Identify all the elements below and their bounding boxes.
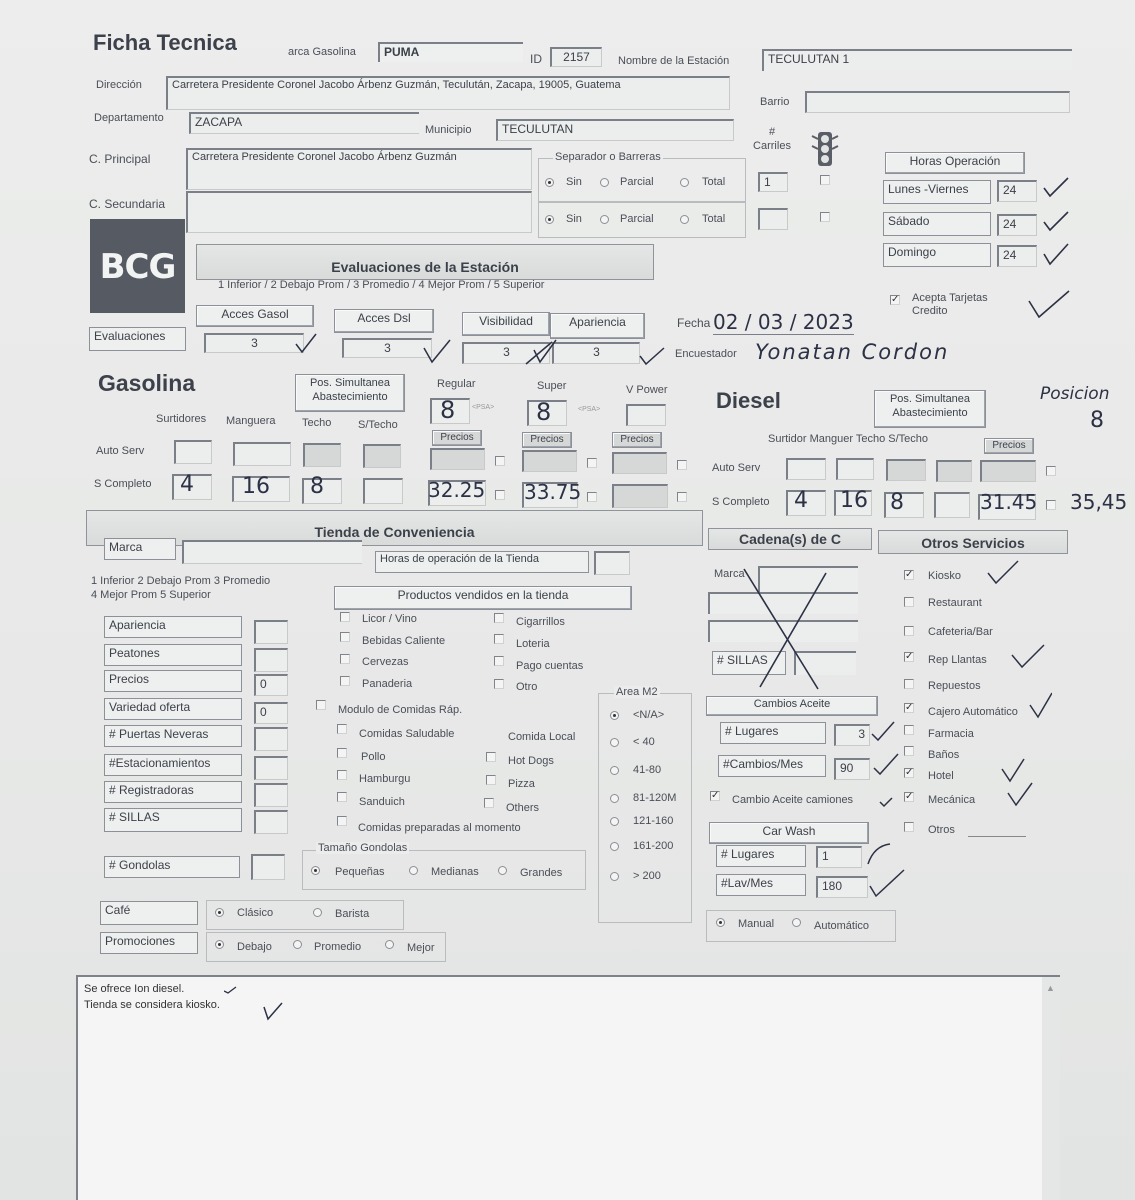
precios-vpower-header: Precios: [612, 432, 662, 448]
repuestos-label: Repuestos: [928, 680, 981, 692]
area-41-80-radio[interactable]: [610, 766, 619, 775]
gas-completo-check-regular[interactable]: [495, 490, 505, 500]
banos-checkbox[interactable]: [904, 746, 914, 756]
bebidas-checkbox[interactable]: [340, 632, 350, 642]
rating-sillas-label: # SILLAS: [104, 808, 242, 832]
gondolas-medianas-radio[interactable]: [409, 866, 418, 875]
gondolas-grandes-label: Grandes: [520, 867, 563, 879]
mecanica-checkbox[interactable]: ✓: [905, 791, 914, 802]
cafe-clasico-radio[interactable]: [215, 908, 224, 917]
sep2-parcial-label: Parcial: [620, 213, 654, 225]
nombre-label: Nombre de la Estación: [618, 55, 730, 67]
rating-gondolas-field[interactable]: [251, 854, 285, 880]
diesel-auto-price[interactable]: [980, 460, 1036, 482]
kiosko-checkbox[interactable]: ✓: [905, 569, 914, 580]
rating-variedad-field[interactable]: 0: [254, 702, 288, 724]
hours-sunday-field[interactable]: 24: [997, 245, 1037, 267]
gondolas-pequenas-label: Pequeñas: [335, 866, 385, 878]
sep2-sin-label: Sin: [566, 213, 582, 225]
hours-day-weekday: Lunes -Viernes: [883, 180, 991, 204]
marca-field[interactable]: PUMA: [378, 42, 523, 62]
sep2-total-label: Total: [702, 213, 726, 225]
pago-cuentas-checkbox[interactable]: [494, 656, 504, 666]
tienda-horas-label: Horas de operación de la Tienda: [375, 551, 589, 573]
diesel-auto-surtidor[interactable]: [786, 458, 826, 480]
page-title: Ficha Tecnica: [93, 30, 237, 55]
bcg-logo-text: BCG: [99, 247, 176, 287]
pos-super-value: 8: [536, 398, 552, 426]
cw-lugares-field[interactable]: 1: [816, 846, 862, 868]
area-200-radio[interactable]: [610, 872, 619, 881]
gas-completo-manguera-value: 16: [242, 474, 270, 499]
otros-label: Otros: [928, 824, 955, 836]
promo-debajo-label: Debajo: [237, 941, 272, 953]
notes-line-1: Se ofrece Ion diesel.: [84, 983, 185, 995]
modulo-label: Modulo de Comidas Ráp.: [338, 704, 463, 716]
cafeteria-label: Cafeteria/Bar: [928, 626, 993, 638]
visibilidad-field[interactable]: 3: [462, 342, 550, 364]
lugares-field[interactable]: 3: [834, 724, 870, 746]
hotel-checkbox[interactable]: ✓: [905, 767, 914, 778]
camiones-label: Cambio Aceite camiones: [732, 794, 854, 806]
direccion-field[interactable]: Carretera Presidente Coronel Jacobo Árbenz Guzmán, Teculután, Zacapa, 19005, Guatema: [166, 76, 730, 110]
modulo-checkbox[interactable]: [316, 700, 326, 710]
pizza-checkbox[interactable]: [486, 775, 496, 785]
rating-precios-field[interactable]: 0: [254, 674, 288, 696]
kiosko-label: Kiosko: [928, 570, 962, 582]
restaurant-checkbox[interactable]: [904, 597, 914, 607]
comida-local-label: Comida Local: [508, 731, 576, 743]
hours-day-saturday: Sábado: [883, 212, 991, 236]
promo-promedio-label: Promedio: [314, 941, 362, 953]
vpower-label: V Power: [626, 384, 668, 396]
restaurant-label: Restaurant: [928, 597, 982, 609]
diesel-completo-stecho[interactable]: [934, 492, 970, 518]
acces-gasol-header: Acces Gasol: [196, 305, 314, 327]
farmacia-checkbox[interactable]: [904, 725, 914, 735]
sep2-sin-radio[interactable]: [545, 215, 554, 224]
evaluaciones-header: Evaluaciones de la Estación: [196, 244, 654, 280]
otros-servicios-header: Otros Servicios: [878, 530, 1068, 554]
hamburgu-checkbox[interactable]: [337, 770, 347, 780]
fecha-value[interactable]: 02 / 03 / 2023: [713, 310, 854, 334]
gondolas-pequenas-radio[interactable]: [311, 866, 320, 875]
sep2-parcial-radio[interactable]: [600, 215, 609, 224]
diesel-auto-techo[interactable]: [886, 459, 926, 481]
area-group: [598, 693, 692, 923]
cadena-marca-label: Marca: [714, 568, 745, 580]
traffic-light-icon: [810, 130, 842, 168]
gondolas-title: Tamaño Gondolas: [318, 842, 408, 854]
loteria-checkbox[interactable]: [494, 634, 504, 644]
gas-auto-techo[interactable]: [303, 443, 341, 467]
cambios-mes-field[interactable]: 90: [834, 758, 870, 780]
cajero-checkbox[interactable]: ✓: [905, 702, 914, 713]
farmacia-label: Farmacia: [928, 728, 974, 740]
gas-completo-check-super[interactable]: [587, 492, 597, 502]
otros-checkbox[interactable]: [904, 822, 914, 832]
pollo-label: Pollo: [361, 751, 386, 763]
regular-label: Regular: [437, 378, 476, 390]
pos-vpower-field[interactable]: [626, 404, 666, 426]
rating-sillas-field[interactable]: [254, 810, 288, 834]
loteria-label: Loteria: [516, 638, 550, 650]
gas-completo-stecho[interactable]: [363, 478, 403, 504]
diesel-pos-sim: Pos. Simultanea Abastecimiento: [874, 390, 986, 428]
cafe-label: Café: [100, 901, 198, 925]
otros-line: [968, 836, 1026, 837]
acces-dsl-header: Acces Dsl: [334, 309, 434, 333]
precios-regular-header: Precios: [432, 430, 482, 446]
area-161-200-label: 161-200: [633, 840, 674, 852]
barrio-label: Barrio: [760, 96, 790, 108]
cafe-clasico-label: Clásico: [237, 907, 274, 919]
others-checkbox[interactable]: [484, 798, 494, 808]
cafeteria-checkbox[interactable]: [904, 626, 914, 636]
diesel-posicion-note: Posicion: [1040, 384, 1110, 404]
area-81-120-label: 81-120M: [633, 792, 677, 804]
bcg-logo: [90, 219, 185, 313]
wash-manual-radio[interactable]: [716, 918, 725, 927]
tienda-horas-field[interactable]: [594, 551, 630, 575]
horas-operacion-button[interactable]: Horas Operación: [885, 152, 1025, 174]
hot-dogs-checkbox[interactable]: [486, 752, 496, 762]
psa-hint-2: <PSA>: [578, 406, 601, 413]
sep1-total-radio[interactable]: [680, 178, 689, 187]
cajero-label: Cajero Automático: [928, 706, 1018, 718]
lav-mes-field[interactable]: 180: [816, 876, 868, 898]
gasolina-title: Gasolina: [98, 370, 196, 396]
rating-registradoras-field[interactable]: [254, 783, 288, 807]
gas-auto-check-super[interactable]: [587, 458, 597, 468]
rep-llantas-label: Rep Llantas: [928, 654, 987, 666]
otro-checkbox[interactable]: [494, 679, 504, 689]
price-super-value: 33.75: [524, 480, 582, 504]
diesel-title: Diesel: [716, 388, 781, 413]
sep1-parcial-label: Parcial: [620, 176, 654, 188]
lugares-label: # Lugares: [720, 722, 826, 744]
marca-label: arca Gasolina: [288, 46, 356, 58]
licor-checkbox[interactable]: [340, 612, 350, 622]
bebidas-label: Bebidas Caliente: [362, 635, 446, 647]
municipio-field[interactable]: TECULUTAN: [496, 119, 734, 141]
nombre-field[interactable]: TECULUTAN 1: [762, 49, 1072, 71]
area-na-radio[interactable]: [610, 711, 619, 720]
area-81-120-radio[interactable]: [610, 794, 619, 803]
others-label: Others: [506, 802, 540, 814]
carriles-field-2[interactable]: [758, 208, 788, 230]
id-field[interactable]: 2157: [550, 47, 602, 67]
gas-completo-price-vpower[interactable]: [612, 484, 668, 508]
col-surtidores: Surtidores: [156, 413, 207, 425]
sanduich-label: Sanduich: [359, 796, 405, 808]
evaluaciones-scale: 1 Inferior / 2 Debajo Prom / 3 Promedio / 4 Mejor Prom / 5 Superior: [218, 279, 545, 291]
camiones-checkbox[interactable]: ✓: [711, 790, 720, 801]
diesel-cols: Surtidor Manguer Techo S/Techo: [768, 433, 928, 445]
promo-debajo-radio[interactable]: [215, 940, 224, 949]
gas-auto-price-super[interactable]: [522, 450, 577, 472]
scroll-up-icon[interactable]: ▲: [1046, 983, 1055, 993]
rating-neveras-label: # Puertas Neveras: [104, 725, 242, 747]
rep-llantas-checkbox[interactable]: ✓: [905, 651, 914, 662]
col-techo: Techo: [302, 417, 332, 429]
cervezas-checkbox[interactable]: [340, 654, 350, 664]
direccion-label: Dirección: [96, 79, 142, 91]
cadena-crossed-out: [738, 565, 828, 695]
area-na-label: <N/A>: [633, 709, 665, 721]
sep2-total-radio[interactable]: [680, 215, 689, 224]
cafe-barista-label: Barista: [335, 908, 370, 920]
wash-automatico-radio[interactable]: [792, 918, 801, 927]
comidas-saludable-label: Comidas Saludable: [359, 728, 455, 740]
carriles-field-1[interactable]: 1: [758, 172, 788, 192]
sep1-sin-radio[interactable]: [545, 178, 554, 187]
psa-hint-1: <PSA>: [472, 404, 495, 411]
separador-title: Separador o Barreras: [555, 151, 661, 163]
area-161-200-radio[interactable]: [610, 842, 619, 851]
area-41-80-label: 41-80: [633, 764, 662, 776]
promo-promedio-radio[interactable]: [293, 940, 302, 949]
gas-completo-check-vpower[interactable]: [677, 492, 687, 502]
id-label: ID: [530, 52, 542, 66]
visibilidad-header: Visibilidad: [462, 312, 550, 336]
rating-apariencia-field[interactable]: [254, 620, 288, 644]
hours-weekday-field[interactable]: 24: [997, 180, 1037, 202]
rating-variedad-label: Variedad oferta: [104, 698, 242, 720]
secundaria-label: C. Secundaria: [89, 197, 166, 211]
panaderia-label: Panaderia: [362, 678, 413, 690]
encuestador-value[interactable]: Yonatan Cordon: [755, 340, 950, 364]
municipio-label: Municipio: [425, 124, 472, 136]
hours-check-marks: [1040, 172, 1072, 272]
comidas-saludable-checkbox[interactable]: [337, 724, 347, 734]
productos-header: Productos vendidos en la tienda: [334, 586, 632, 610]
cadena-sillas-label: # SILLAS: [712, 651, 786, 675]
promo-mejor-radio[interactable]: [385, 940, 394, 949]
gas-auto-serv-label: Auto Serv: [96, 445, 145, 457]
hotel-label: Hotel: [928, 770, 954, 782]
otro-label: Otro: [516, 681, 538, 693]
cervezas-label: Cervezas: [362, 656, 409, 668]
pizza-label: Pizza: [508, 778, 535, 790]
diesel-precios-header: Precios: [984, 438, 1034, 454]
pollo-checkbox[interactable]: [337, 748, 347, 758]
diesel-completo-manguera-value: 16: [840, 488, 868, 513]
carwash-check-marks: [864, 842, 914, 902]
carriles-check-1[interactable]: [820, 175, 830, 185]
cafe-barista-radio[interactable]: [313, 908, 322, 917]
cw-lugares-label: # Lugares: [716, 845, 806, 867]
gas-auto-price-vpower[interactable]: [612, 452, 667, 474]
notes-check-marks: [224, 981, 284, 1021]
pos-regular-value: 8: [440, 396, 456, 424]
gas-auto-check-vpower[interactable]: [677, 460, 687, 470]
banos-label: Baños: [928, 749, 960, 761]
diesel-completo-surtidor-value: 4: [794, 488, 808, 513]
diesel-auto-stecho[interactable]: [936, 460, 972, 482]
diesel-posicion-value: 8: [1090, 408, 1104, 433]
notes-scrollbar[interactable]: [1042, 977, 1060, 1200]
diesel-auto-check[interactable]: [1046, 466, 1056, 476]
acces-dsl-field[interactable]: 3: [342, 338, 432, 358]
promo-mejor-label: Mejor: [407, 942, 435, 954]
acces-gasol-field[interactable]: 3: [204, 333, 304, 353]
gondolas-grandes-radio[interactable]: [498, 866, 507, 875]
licor-label: Licor / Vino: [362, 613, 417, 625]
gasolina-pos-sim: Pos. Simultanea Abastecimiento: [295, 374, 405, 412]
rating-apariencia-label: Apariencia: [104, 616, 242, 638]
wash-manual-label: Manual: [738, 918, 775, 930]
tienda-marca-field[interactable]: [182, 540, 362, 564]
area-title: Area M2: [616, 686, 658, 698]
gas-auto-stecho[interactable]: [363, 444, 401, 468]
apariencia-field[interactable]: 3: [552, 342, 640, 364]
gondolas-medianas-label: Medianas: [431, 866, 479, 878]
apariencia-header: Apariencia: [550, 313, 645, 339]
gas-completo-surtidores-value: 4: [180, 472, 194, 497]
panaderia-checkbox[interactable]: [340, 676, 350, 686]
col-manguera: Manguera: [226, 415, 276, 427]
carriles-label: # Carriles: [753, 126, 791, 152]
departamento-label: Departamento: [94, 112, 164, 124]
gas-completo-label: S Completo: [94, 478, 152, 490]
sanduich-checkbox[interactable]: [337, 792, 347, 802]
area-40-radio[interactable]: [610, 738, 619, 747]
tienda-header: Tienda de Conveniencia: [86, 510, 703, 546]
tienda-scale-1: 1 Inferior 2 Debajo Prom 3 Promedio: [91, 575, 271, 587]
comidas-preparadas-label: Comidas preparadas al momento: [358, 822, 521, 834]
cambios-aceite-button[interactable]: Cambios Aceite: [706, 696, 878, 716]
gas-completo-techo-value: 8: [310, 474, 324, 499]
cigarrillos-label: Cigarrillos: [516, 616, 565, 628]
sep1-sin-label: Sin: [566, 176, 582, 188]
diesel-completo-techo-value: 8: [890, 490, 904, 515]
col-stecho: S/Techo: [358, 419, 398, 431]
notes-textarea[interactable]: [76, 975, 1060, 1200]
gas-auto-check-regular[interactable]: [495, 456, 505, 466]
departamento-field[interactable]: ZACAPA: [189, 112, 419, 134]
evaluaciones-check-marks: [290, 326, 670, 366]
diesel-auto-manguera[interactable]: [836, 458, 874, 480]
area-121-160-label: 121-160: [633, 815, 674, 827]
pago-cuentas-label: Pago cuentas: [516, 660, 584, 672]
tarjetas-checkbox[interactable]: ✓: [891, 294, 900, 305]
principal-field[interactable]: Carretera Presidente Coronel Jacobo Árbenz Guzmán: [186, 148, 532, 190]
cigarrillos-checkbox[interactable]: [494, 613, 504, 623]
hours-saturday-field[interactable]: 24: [997, 214, 1037, 236]
tarjetas-label: Acepta Tarjetas Credito: [912, 292, 988, 317]
tienda-scale-2: 4 Mejor Prom 5 Superior: [91, 589, 211, 601]
otros-check-marks: [982, 555, 1052, 815]
rating-neveras-field[interactable]: [254, 727, 288, 751]
rating-precios-label: Precios: [104, 670, 242, 692]
area-200-label: > 200: [633, 870, 661, 882]
gas-auto-manguera[interactable]: [233, 442, 291, 466]
lav-mes-label: #Lav/Mes: [716, 874, 806, 896]
promociones-label: Promociones: [100, 932, 198, 954]
cadena-header: Cadena(s) de C: [708, 528, 872, 550]
hamburgu-label: Hamburgu: [359, 773, 411, 785]
rating-peatones-label: Peatones: [104, 644, 242, 666]
rating-estacionamientos-field[interactable]: [254, 756, 288, 780]
diesel-completo-label: S Completo: [712, 496, 770, 508]
precios-super-header: Precios: [522, 432, 572, 448]
principal-label: C. Principal: [89, 152, 151, 166]
tarjetas-check-mark: [1025, 285, 1075, 325]
gas-auto-surtidores[interactable]: [174, 440, 212, 464]
tienda-marca-label: Marca: [104, 538, 176, 560]
cafe-group: [206, 900, 404, 930]
secundaria-field[interactable]: [186, 191, 532, 233]
price-regular-value: 32.25: [428, 478, 486, 502]
carriles-check-2[interactable]: [820, 212, 830, 222]
rating-gondolas-label: # Gondolas: [104, 856, 240, 878]
cambios-mes-label: #Cambios/Mes: [718, 755, 826, 777]
evaluaciones-row-label: Evaluaciones: [89, 327, 186, 351]
car-wash-button[interactable]: Car Wash: [709, 822, 869, 844]
area-40-label: < 40: [633, 736, 655, 748]
notes-line-2: Tienda se considera kiosko.: [84, 999, 220, 1011]
diesel-auto-label: Auto Serv: [712, 462, 761, 474]
diesel-price-value: 31.45: [980, 490, 1038, 514]
cambios-check-marks: [868, 718, 908, 810]
diesel-price-extra: 35,45: [1070, 490, 1128, 514]
rating-registradoras-label: # Registradoras: [104, 781, 242, 803]
mecanica-label: Mecánica: [928, 794, 976, 806]
super-label: Super: [537, 380, 567, 392]
diesel-completo-check[interactable]: [1046, 500, 1056, 510]
encuestador-label: Encuestador: [675, 348, 737, 360]
hot-dogs-label: Hot Dogs: [508, 755, 554, 767]
barrio-field[interactable]: [805, 91, 1070, 113]
wash-automatico-label: Automático: [814, 920, 870, 932]
fecha-label: Fecha: [677, 316, 711, 330]
repuestos-checkbox[interactable]: [904, 679, 914, 689]
area-121-160-radio[interactable]: [610, 817, 619, 826]
gas-auto-price-regular[interactable]: [430, 448, 485, 470]
sep1-total-label: Total: [702, 176, 726, 188]
rating-peatones-field[interactable]: [254, 648, 288, 672]
rating-estacionamientos-label: #Estacionamientos: [104, 754, 242, 776]
comidas-preparadas-checkbox[interactable]: [337, 816, 347, 826]
hours-day-sunday: Domingo: [883, 243, 991, 267]
sep1-parcial-radio[interactable]: [600, 178, 609, 187]
